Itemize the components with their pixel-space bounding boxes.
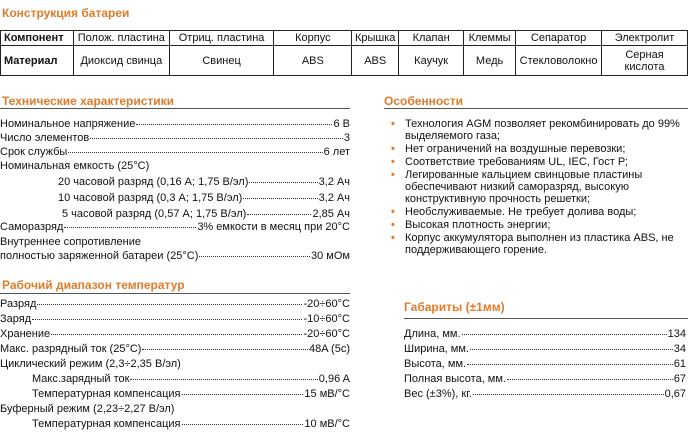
table-header-cell: Сепаратор (516, 31, 602, 46)
table-header-cell: Полож. пластина (73, 31, 169, 46)
temperature-range-title: Рабочий диапазон температур (2, 278, 185, 292)
list-item: • Нет ограничений на воздушные перевозки; (391, 143, 626, 155)
section-divider (0, 293, 350, 294)
table-cell: Диоксид свинца (73, 46, 169, 76)
dimension-row: Длина, мм. 134 (404, 328, 686, 340)
spec-row-cells: Число элементов 3 (0, 132, 350, 144)
spec-row-service-life: Срок службы 6 лет (0, 146, 350, 158)
table-header-cell: Клапан (399, 31, 464, 46)
table-header-cell: Клеммы (464, 31, 516, 46)
table-cell: Каучук (399, 46, 464, 76)
table-cell: Стекловолокно (516, 46, 602, 76)
spec-row-voltage: Номинальное напряжение 6 В (0, 118, 350, 130)
capacity-row: 20 часовой разряд (0,16 A; 1,75 В/эл) 3,2 Ач (58, 176, 350, 188)
buffer-row-temp-comp: Температурная компенсация 10 мВ/°C (32, 418, 350, 430)
list-item: • Необслуживаемые. Не требует долива воды; (391, 206, 637, 218)
temp-row-max-current: Макс. разрядный ток (25°C) 48A (5c) (0, 343, 350, 355)
list-item: • Легированные кальцием свинцовые пластины обеспечивают низкий саморазряд, высокую конструктивную прочность решетки; (391, 169, 643, 205)
table-header-cell: Отриц. пластина (169, 31, 274, 46)
features-title: Особенности (384, 94, 464, 108)
battery-construction-table (0, 30, 688, 76)
table-row (1, 46, 688, 76)
dimension-row: Высота, мм. 61 (404, 358, 686, 370)
cyclic-row-temp-comp: Температурная компенсация 15 мВ/°C (32, 388, 350, 400)
section-divider (384, 108, 688, 109)
spec-row-self-discharge: Саморазряд 3% емкости в месяц при 20°C (0, 221, 350, 233)
bullet-icon: • (391, 169, 395, 181)
temp-row-charge: Заряд -10÷60°C (0, 313, 350, 325)
bullet-icon: • (391, 156, 395, 168)
dimension-row: Ширина, мм. 34 (404, 343, 686, 355)
battery-construction-title: Конструкция батареи (2, 6, 130, 20)
bullet-icon: • (391, 118, 395, 130)
capacity-heading: Номинальная емкость (25°C) (0, 160, 150, 172)
table-cell: Медь (464, 46, 516, 76)
list-item: • Соответствие требованиям UL, IEC, Гост Р; (391, 156, 628, 168)
list-item: • Технология AGM позволяет рекомбинировать до 99% выделяемого газа; (391, 118, 680, 142)
table-header-cell: Корпус (274, 31, 352, 46)
list-item: • Корпус аккумулятора выполнен из пластика ABS, не поддерживающего горение. (391, 232, 674, 256)
capacity-row: 5 часовой разряд (0,57 A; 1,75 В/эл) 2,85 Ач (62, 208, 350, 220)
table-header-cell: Электролит (602, 31, 688, 46)
tech-specs-title: Технические характеристики (2, 94, 175, 108)
list-item: • Высокая плотность энергии; (391, 219, 551, 231)
table-cell: Материал (1, 46, 74, 76)
temp-row-discharge: Разряд -20÷60°C (0, 298, 350, 310)
bullet-icon: • (391, 143, 395, 155)
capacity-row: 10 часовой разряд (0,3 A; 1,75 В/эл) 3,2 Ач (58, 192, 350, 204)
cyclic-mode-heading: Циклический режим (2,3÷2,35 В/эл) (0, 358, 181, 370)
dimension-row: Полная высота, мм. 67 (404, 373, 686, 385)
table-cell: Свинец (169, 46, 274, 76)
dimensions-title: Габариты (±1мм) (404, 300, 505, 314)
section-divider (0, 108, 350, 109)
table-cell: ABS (274, 46, 352, 76)
features-list (385, 118, 688, 257)
table-cell: ABS (352, 46, 399, 76)
spec-row-internal-resistance: полностью заряженной батареи (25°C) 30 мОм (0, 250, 350, 262)
section-divider (404, 318, 688, 319)
bullet-icon: • (391, 206, 395, 218)
bullet-icon: • (391, 232, 395, 244)
bullet-icon: • (391, 219, 395, 231)
temp-row-storage: Хранение -20÷60°C (0, 328, 350, 340)
table-header-cell: Компонент (1, 31, 74, 46)
table-header-row (1, 31, 688, 46)
table-cell: Серная кислота (602, 46, 688, 76)
internal-resistance-heading: Внутреннее сопротивление (0, 236, 141, 248)
cyclic-row-max-current: Макс.зарядный ток 0,96 A (32, 373, 350, 385)
buffer-mode-heading: Буферный режим (2,23÷2,27 В/эл) (0, 403, 175, 415)
dimension-row: Вес (±3%), кг. 0,67 (404, 388, 686, 400)
table-header-cell: Крышка (352, 31, 399, 46)
